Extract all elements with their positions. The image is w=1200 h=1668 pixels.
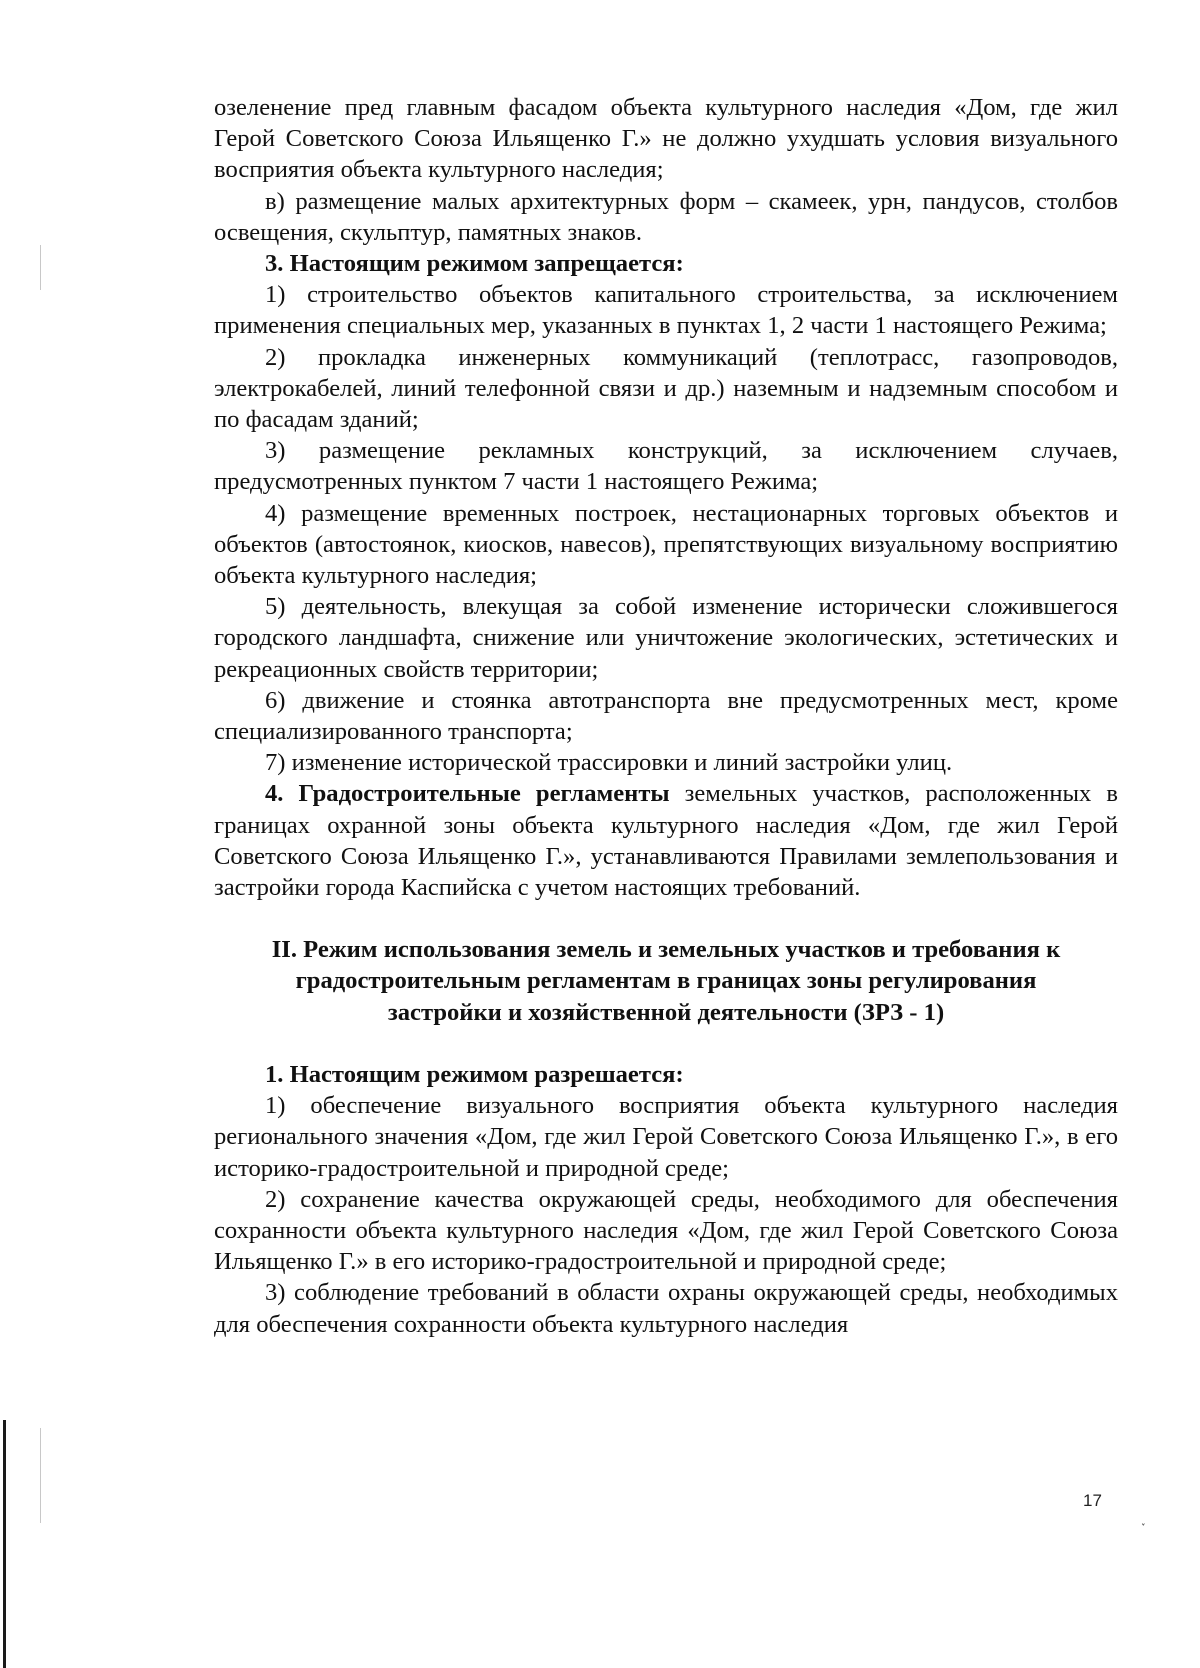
list-item: 4) размещение временных построек, нестационарных торговых объектов и объектов (автостоянок, киосков, навесов), препятствующих визуальному восприятию объекта культурного наследия; [214, 499, 1118, 590]
list-item: 1) строительство объектов капитального строительства, за исключением применения специальных мер, указанных в пунктах 1, 2 части 1 настоящего Режима; [214, 281, 1118, 340]
section-2-title-line: градостроительным регламентам в границах зоны регулирования [295, 967, 1037, 995]
scan-corner-mark: ˯ [1141, 1511, 1146, 1527]
page-number: 17 [1083, 1491, 1102, 1510]
list-item: 3) размещение рекламных конструкций, за исключением случаев, предусмотренных пунктом 7 части 1 настоящего Режима; [214, 437, 1118, 496]
list-item: 7) изменение исторической трассировки и линий застройки улиц. [265, 749, 953, 777]
section-2-title-line: II. Режим использования земель и земельных участков и требования к [271, 936, 1061, 964]
list-item: 3) соблюдение требований в области охраны окружающей среды, необходимых для обеспечения сохранности объекта культурного наследия [214, 1279, 1118, 1338]
scan-artifact-line [40, 1428, 41, 1523]
section-3-heading: 3. Настоящим режимом запрещается: [265, 250, 684, 278]
section-2-title-line: застройки и хозяйственной деятельности (ЗРЗ - 1) [387, 998, 945, 1026]
list-item: 2) сохранение качества окружающей среды, необходимого для обеспечения сохранности объекта культурного наследия «Дом, где жил Герой Советского Союза Ильященко Г.» в его историко-градостроительной и природной среде; [214, 1185, 1118, 1276]
list-item: 5) деятельность, влекущая за собой изменение исторически сложившегося городского ландшафта, снижение или уничтожение экологических, эстетических и рекреационных свойств территории; [214, 593, 1118, 683]
document-body [214, 92, 1118, 1340]
section-1-heading: 1. Настоящим режимом разрешается: [265, 1060, 684, 1088]
paragraph-small-forms: в) размещение малых архитектурных форм – скамеек, урн, пандусов, столбов освещения, скульптур, памятных знаков. [214, 187, 1118, 246]
list-item: 2) прокладка инженерных коммуникаций (теплотрасс, газопроводов, электрокабелей, линий телефонной связи и др.) наземным и надземным способом и по фасадам зданий; [214, 343, 1118, 434]
scan-artifact-line [40, 245, 41, 290]
section-4-text: земельных участков, расположенных в границах охранной зоны объекта культурного наследия «Дом, где жил Герой Советского Союза Ильященко Г.», устанавливаются Правилами землепользования и застройки города Каспийска с учетом настоящих требований. [214, 780, 1118, 902]
section-2-title [214, 934, 1118, 1028]
section-4-paragraph [214, 778, 1118, 903]
list-item: 1) обеспечение визуального восприятия объекта культурного наследия регионального значения «Дом, где жил Герой Советского Союза Ильященко Г.», в его историко-градостроительной и природной среде; [214, 1092, 1118, 1182]
paragraph-greening: озеленение пред главным фасадом объекта культурного наследия «Дом, где жил Герой Советского Союза Ильященко Г.» не должно ухудшать условия визуального восприятия объекта культурного наследия; [214, 94, 1118, 184]
section-4-lead: 4. Градостроительные регламенты [265, 780, 670, 808]
scan-edge-shadow [3, 1420, 6, 1668]
list-item: 6) движение и стоянка автотранспорта вне предусмотренных мест, кроме специализированного транспорта; [214, 686, 1118, 746]
